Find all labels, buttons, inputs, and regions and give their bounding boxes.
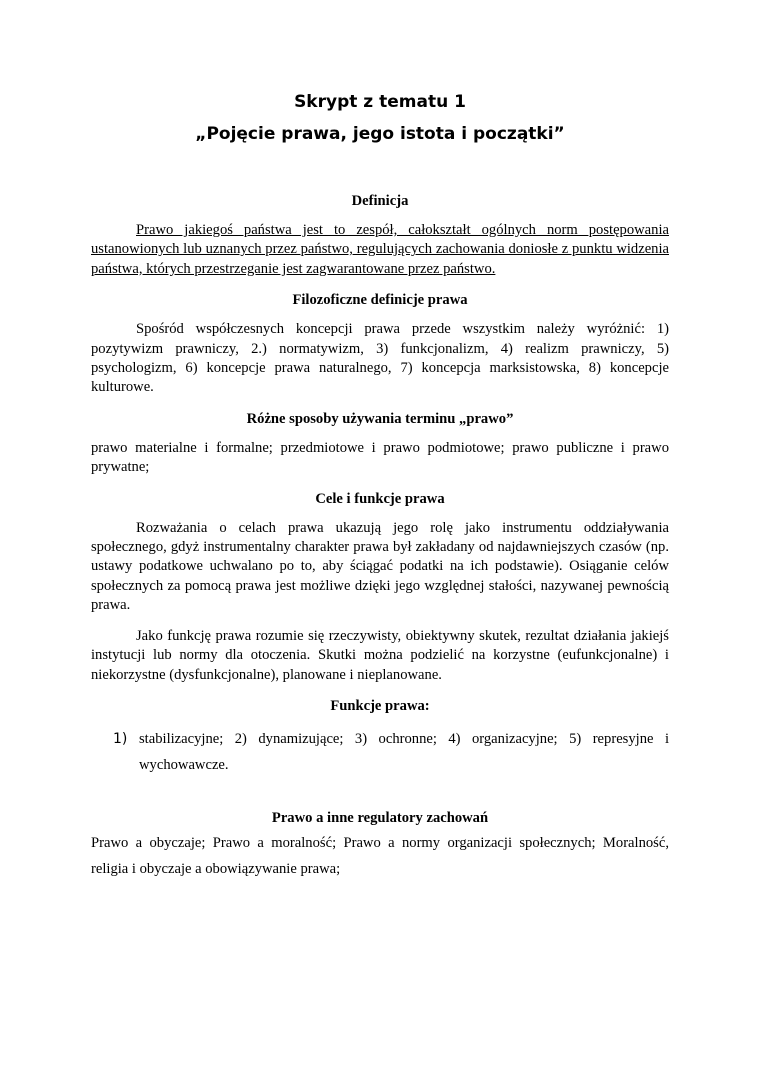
document-subtitle: „Pojęcie prawa, jego istota i początki” [195,124,565,144]
list-item [91,726,669,778]
document-body [91,86,669,893]
definition-paragraph: Prawo jakiegoś państwa jest to zespół, całokształt ogólnych norm postępowania ustanowionych lub uznanych przez państwo, regulujących zachowania doniosłe z punktu widzenia państwa, których przestrzeganie jest zagwarantowane przez państwo. [91,222,669,277]
philosophical-paragraph: Spośród współczesnych koncepcji prawa przede wszystkim należy wyróżnić: 1) pozytywizm prawniczy, 2.) normatywizm, 3) funkcjonalizm, 4) realizm prawniczy, 5) psychologizm, 6) koncepcje prawa naturalnego, 7) koncepcja marksistowska, 8) koncepcje kulturowe. [91,321,669,396]
section-heading-funkcje: Funkcje prawa: [330,697,430,714]
functions-paragraph: Jako funkcję prawa rozumie się rzeczywisty, obiektywny skutek, rezultat działania jakiejś instytucji lub normy dla otoczenia. Skutki można podzielić na korzystne (eufunkcjonalne) i niekorzystne (dysfunkcjonalne), planowane i nieplanowane. [91,627,669,683]
goals-paragraph: Rozważania o celach prawa ukazują jego rolę jako instrumentu oddziaływania społecznego, gdyż instrumentalny charakter prawa był zakładany od najdawniejszych czasów (np. ustawy podatkowe uchwalano po to, aby ściągać podatki na ich podstawie). Osiąganie celów społecznych za pomocą prawa jest możliwe dzięki jego względnej stałości, nazywanej pewnością prawa. [91,519,669,614]
list-item-number: 1) [113,730,128,747]
usage-paragraph: prawo materialne i formalne; przedmiotowe i prawo podmiotowe; prawo publiczne i prawo prywatne; [91,439,669,476]
section-heading-cele: Cele i funkcje prawa [315,490,445,507]
section-heading-regulatory: Prawo a inne regulatory zachowań [271,809,489,826]
section-heading-filozoficzne: Filozoficzne definicje prawa [292,292,468,309]
section-heading-sposoby: Różne sposoby używania terminu „prawo” [246,410,514,427]
document-title: Skrypt z tematu 1 [294,92,466,112]
regulators-paragraph: Prawo a obyczaje; Prawo a moralność; Prawo a normy organizacji społecznych; Moralność, religia i obyczaje a obowiązywanie prawa; [91,834,669,877]
section-heading-definicja: Definicja [351,193,409,209]
list-item-text: stabilizacyjne; 2) dynamizujące; 3) ochronne; 4) organizacyjne; 5) represyjne i wychowawcze. [139,730,669,773]
